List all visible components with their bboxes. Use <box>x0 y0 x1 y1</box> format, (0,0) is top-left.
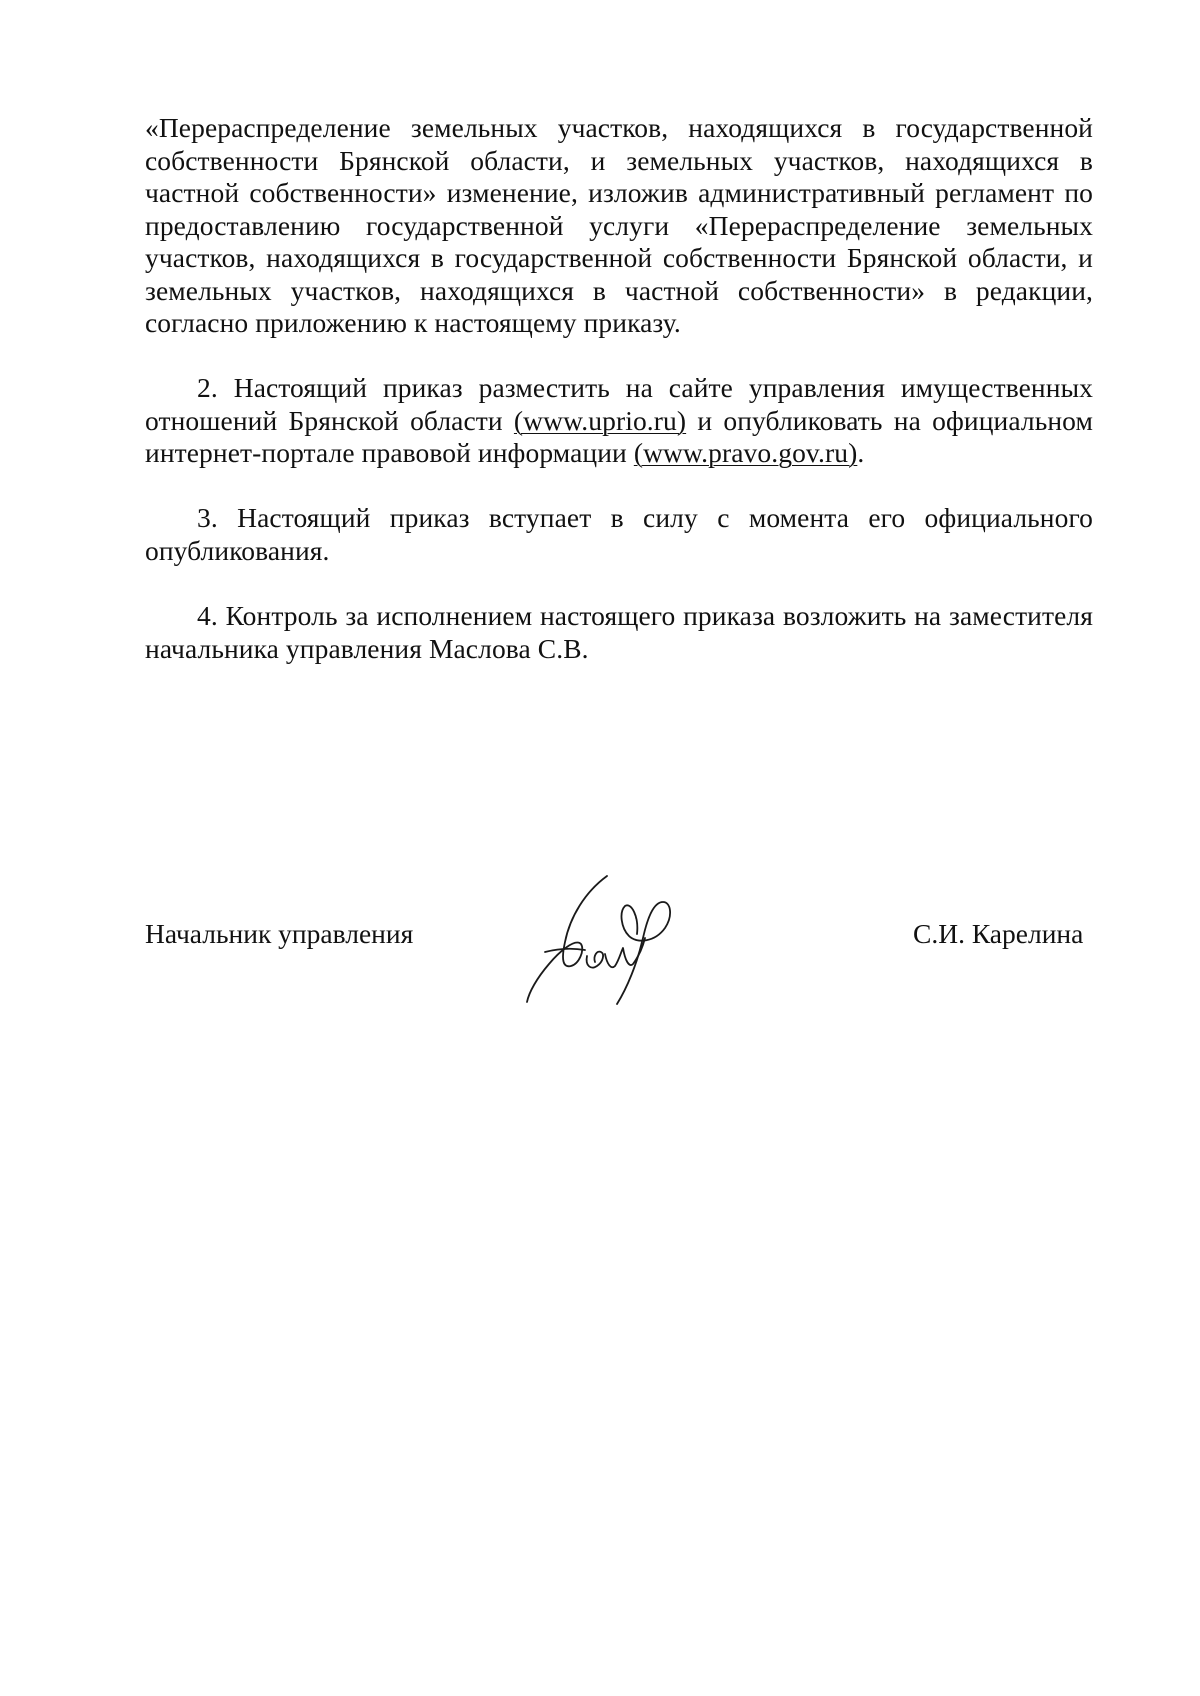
paragraph-3: 3. Настоящий приказ вступает в силу с момента его официального опубликования. <box>145 502 1093 566</box>
paragraph-4: 4. Контроль за исполнением настоящего приказа возложить на заместителя начальника управления Маслова С.В. <box>145 600 1093 664</box>
handwritten-signature <box>515 872 705 1007</box>
pravo-link[interactable]: (www.pravo.gov.ru) <box>633 437 858 468</box>
uprio-link[interactable]: (www.uprio.ru) <box>513 404 687 436</box>
paragraph-2-text-c: . <box>857 437 865 468</box>
paragraph-2 <box>145 372 1093 470</box>
signer-name: С.И. Карелина <box>913 918 1084 949</box>
paragraph-2-text-a: 2. Настоящий приказ разместить на сайте управления имущественных отношений Брянской области <box>145 372 1093 436</box>
paragraph-2-text-b: и опубликовать на официальном интернет-портале правовой информации <box>145 404 1093 468</box>
paragraph-1: «Перераспределение земельных участков, находящихся в государственной собственности Брянской области, и земельных участков, находящихся в частной собственности» изменение, изложив административный регламент по предоставлению государственной услуги «Перераспределение земельных участков, находящихся в государственной собственности Брянской области, и земельных участков, находящихся в частной собственности» в редакции, согласно приложению к настоящему приказу. <box>145 112 1093 338</box>
signer-position: Начальник управления <box>145 918 414 949</box>
